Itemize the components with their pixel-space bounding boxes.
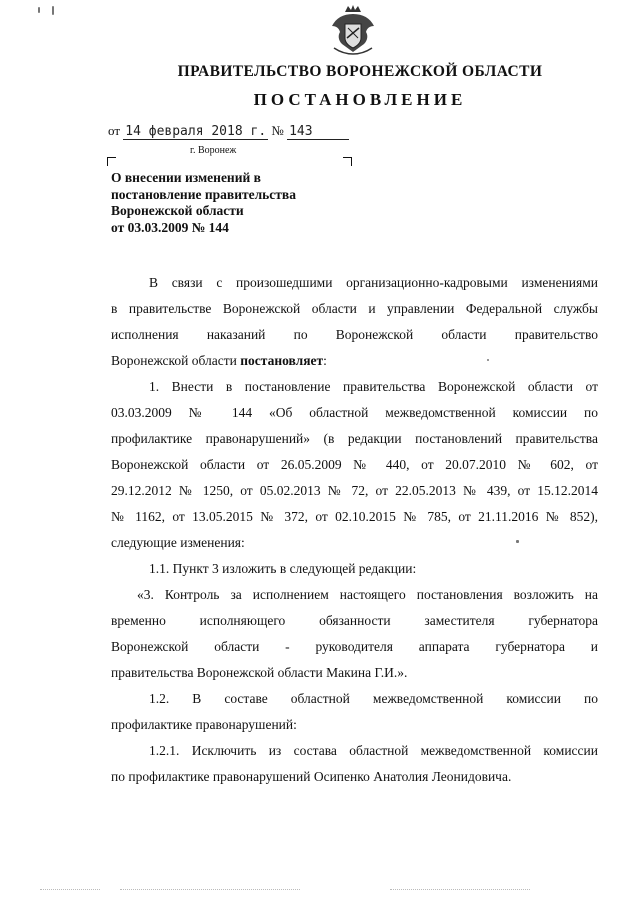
organization-name: ПРАВИТЕЛЬСТВО ВОРОНЕЖСКОЙ ОБЛАСТИ xyxy=(177,63,543,80)
body-line: следующие изменения: xyxy=(111,535,245,550)
document-body xyxy=(111,270,598,790)
body-line xyxy=(111,348,598,374)
document-date: 14 февраля 2018 г. xyxy=(125,124,267,139)
document-number: 143 xyxy=(287,125,349,140)
body-line-text: : xyxy=(323,353,327,368)
scan-speck xyxy=(52,6,54,15)
scan-edge-mark xyxy=(120,889,300,890)
quote-line: временно исполняющего обязанности заместителя губернатора xyxy=(111,613,598,628)
city-label: г. Воронеж xyxy=(190,145,237,156)
date-line xyxy=(108,123,349,140)
body-line: В связи с произошедшими организационно-кадровыми изменениями xyxy=(149,275,598,290)
scan-edge-mark xyxy=(40,889,100,890)
body-line: 29.12.2012 № 1250, от 05.02.2013 № 72, от 22.05.2013 № 439, от 15.12.2014 xyxy=(111,483,598,498)
body-line: профилактике правонарушений: xyxy=(111,717,297,732)
body-line: Воронежской области от 26.05.2009 № 440, от 20.07.2010 № 602, от xyxy=(111,457,598,472)
body-line: профилактике правонарушений» (в редакции постановлений правительства xyxy=(111,431,598,446)
body-line: по профилактике правонарушений Осипенко Анатолия Леонидовича. xyxy=(111,769,512,784)
body-line: 1. Внести в постановление правительства Воронежской области от xyxy=(149,379,598,394)
body-line: 03.03.2009 № 144 «Об областной межведомственной комиссии по xyxy=(111,405,598,420)
scan-speck xyxy=(516,540,519,543)
quote-line: Воронежской области - руководителя аппарата губернатора и xyxy=(111,639,598,654)
scan-edge-mark xyxy=(390,889,530,890)
subject-corner-right xyxy=(343,157,352,166)
body-line: в правительстве Воронежской области и управлении Федеральной службы xyxy=(111,301,598,316)
subject-line: Воронежской области xyxy=(111,203,244,218)
decree-keyword: постановляет xyxy=(240,353,324,368)
body-line: № 1162, от 13.05.2015 № 372, от 02.10.2015 № 785, от 21.11.2016 № 852), xyxy=(111,509,598,524)
subject-line: О внесении изменений в xyxy=(111,170,261,185)
body-line-text: Воронежской области xyxy=(111,353,241,368)
from-label: от xyxy=(108,123,121,138)
quote-line: «3. Контроль за исполнением настоящего постановления возложить на xyxy=(137,587,598,602)
body-line: исполнения наказаний по Воронежской области правительство xyxy=(111,327,598,342)
body-line: 1.1. Пункт 3 изложить в следующей редакции: xyxy=(149,561,417,576)
body-line: 1.2.1. Исключить из состава областной межведомственной комиссии xyxy=(149,743,598,758)
coat-of-arms-icon xyxy=(330,4,376,56)
quote-line: правительства Воронежской области Макина Г.И.». xyxy=(111,665,408,680)
subject-corner-left xyxy=(107,157,116,166)
number-label: № xyxy=(271,123,284,138)
scan-speck xyxy=(487,359,489,361)
document-type: ПОСТАНОВЛЕНИЕ xyxy=(253,90,467,109)
subject-line: постановление правительства xyxy=(111,186,296,202)
body-line: 1.2. В составе областной межведомственной комиссии по xyxy=(149,691,598,706)
subject-line: от 03.03.2009 № 144 xyxy=(111,219,229,235)
document-subject xyxy=(111,170,351,236)
scan-speck xyxy=(38,7,40,13)
